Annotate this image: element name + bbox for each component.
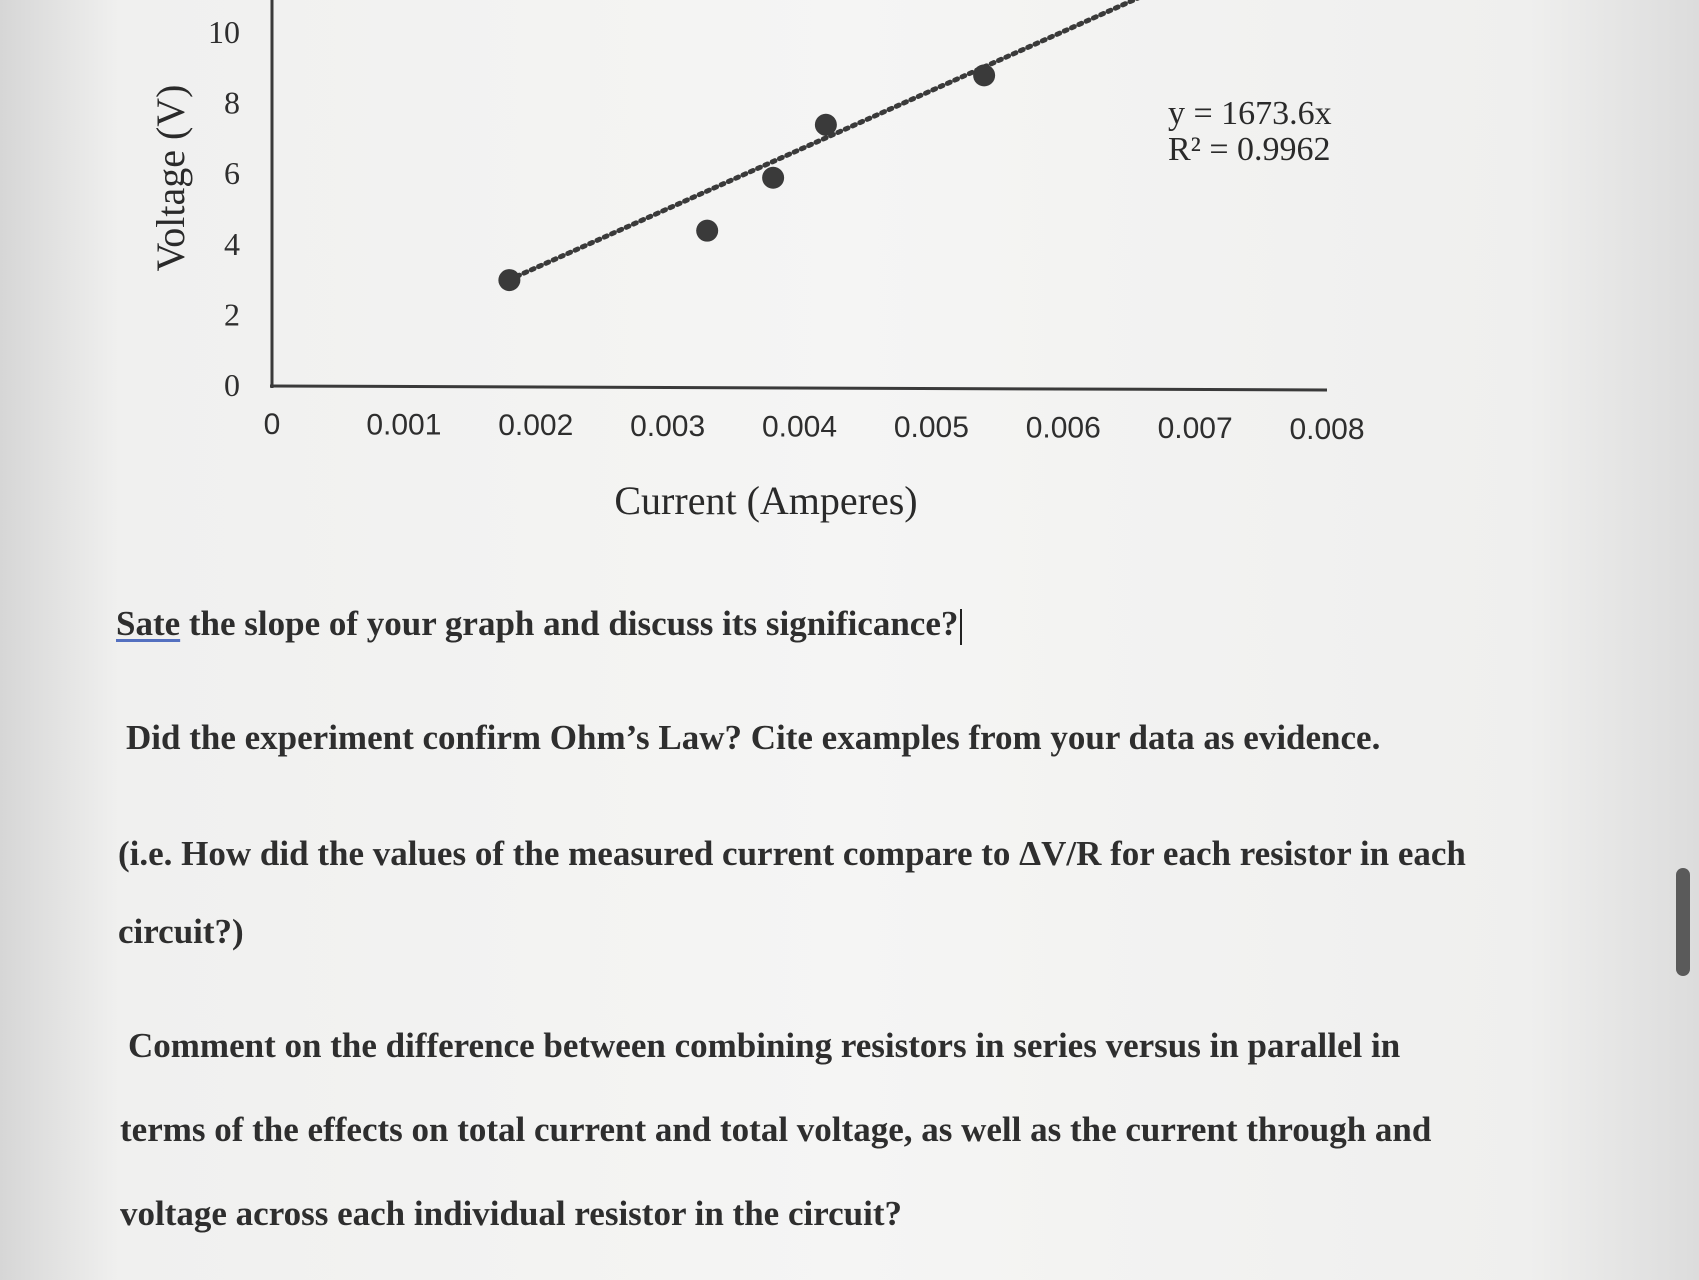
voltage-current-chart (0, 0, 1699, 560)
question-slope[interactable] (116, 604, 962, 645)
trendline (509, 0, 1142, 280)
y-tick-label: 6 (224, 155, 240, 192)
question-slope-rest: the slope of your graph and discuss its significance? (180, 604, 959, 643)
data-point-1 (498, 269, 520, 291)
x-tick-label: 0.007 (1157, 412, 1233, 446)
x-tick-label: 0 (263, 408, 281, 441)
question-ohms-law-detail-line2: circuit?) (118, 912, 244, 951)
x-tick-label: 0.002 (498, 409, 574, 443)
question-series-parallel-line1: Comment on the difference between combining resistors in series versus in parallel in (128, 1026, 1401, 1065)
x-tick-label: 0.008 (1289, 412, 1365, 446)
trendline-r-squared: R² = 0.9962 (1168, 131, 1331, 168)
data-point-2 (696, 220, 718, 242)
y-axis-title: Voltage (V) (148, 84, 193, 272)
chart-labels (148, 14, 1365, 523)
data-point-4 (815, 114, 837, 136)
y-tick-label: 10 (208, 14, 240, 50)
data-point-3 (762, 167, 784, 189)
question-series-parallel-line3: voltage across each individual resistor in the circuit? (120, 1194, 902, 1233)
scrollbar-thumb[interactable] (1676, 868, 1690, 976)
data-point-5 (973, 64, 995, 86)
y-tick-label: 0 (224, 367, 240, 403)
x-tick-label: 0.001 (366, 408, 442, 442)
question-ohms-law: Did the experiment confirm Ohm’s Law? Cite examples from your data as evidence. (126, 718, 1381, 757)
y-tick-label: 8 (224, 84, 240, 121)
y-tick-label: 2 (224, 296, 240, 333)
x-axis-line (270, 386, 1327, 390)
chart-axes (270, 0, 1327, 390)
question-series-parallel-line2: terms of the effects on total current and total voltage, as well as the current through and (120, 1110, 1432, 1149)
text-cursor (960, 609, 962, 645)
question-ohms-law-detail-line1: (i.e. How did the values of the measured current compare to ΔV/R for each resistor in each (118, 834, 1466, 873)
x-tick-label: 0.006 (1025, 411, 1101, 445)
x-tick-label: 0.004 (761, 410, 838, 444)
x-axis-title: Current (Amperes) (614, 478, 918, 523)
trendline-equation: y = 1673.6x (1168, 95, 1332, 132)
data-points-group (498, 64, 995, 291)
y-tick-label: 4 (224, 225, 240, 262)
x-tick-label: 0.005 (893, 411, 969, 444)
misspelled-word[interactable]: Sate (116, 604, 181, 643)
x-tick-label: 0.003 (630, 409, 706, 443)
trendline-group (509, 0, 1142, 280)
